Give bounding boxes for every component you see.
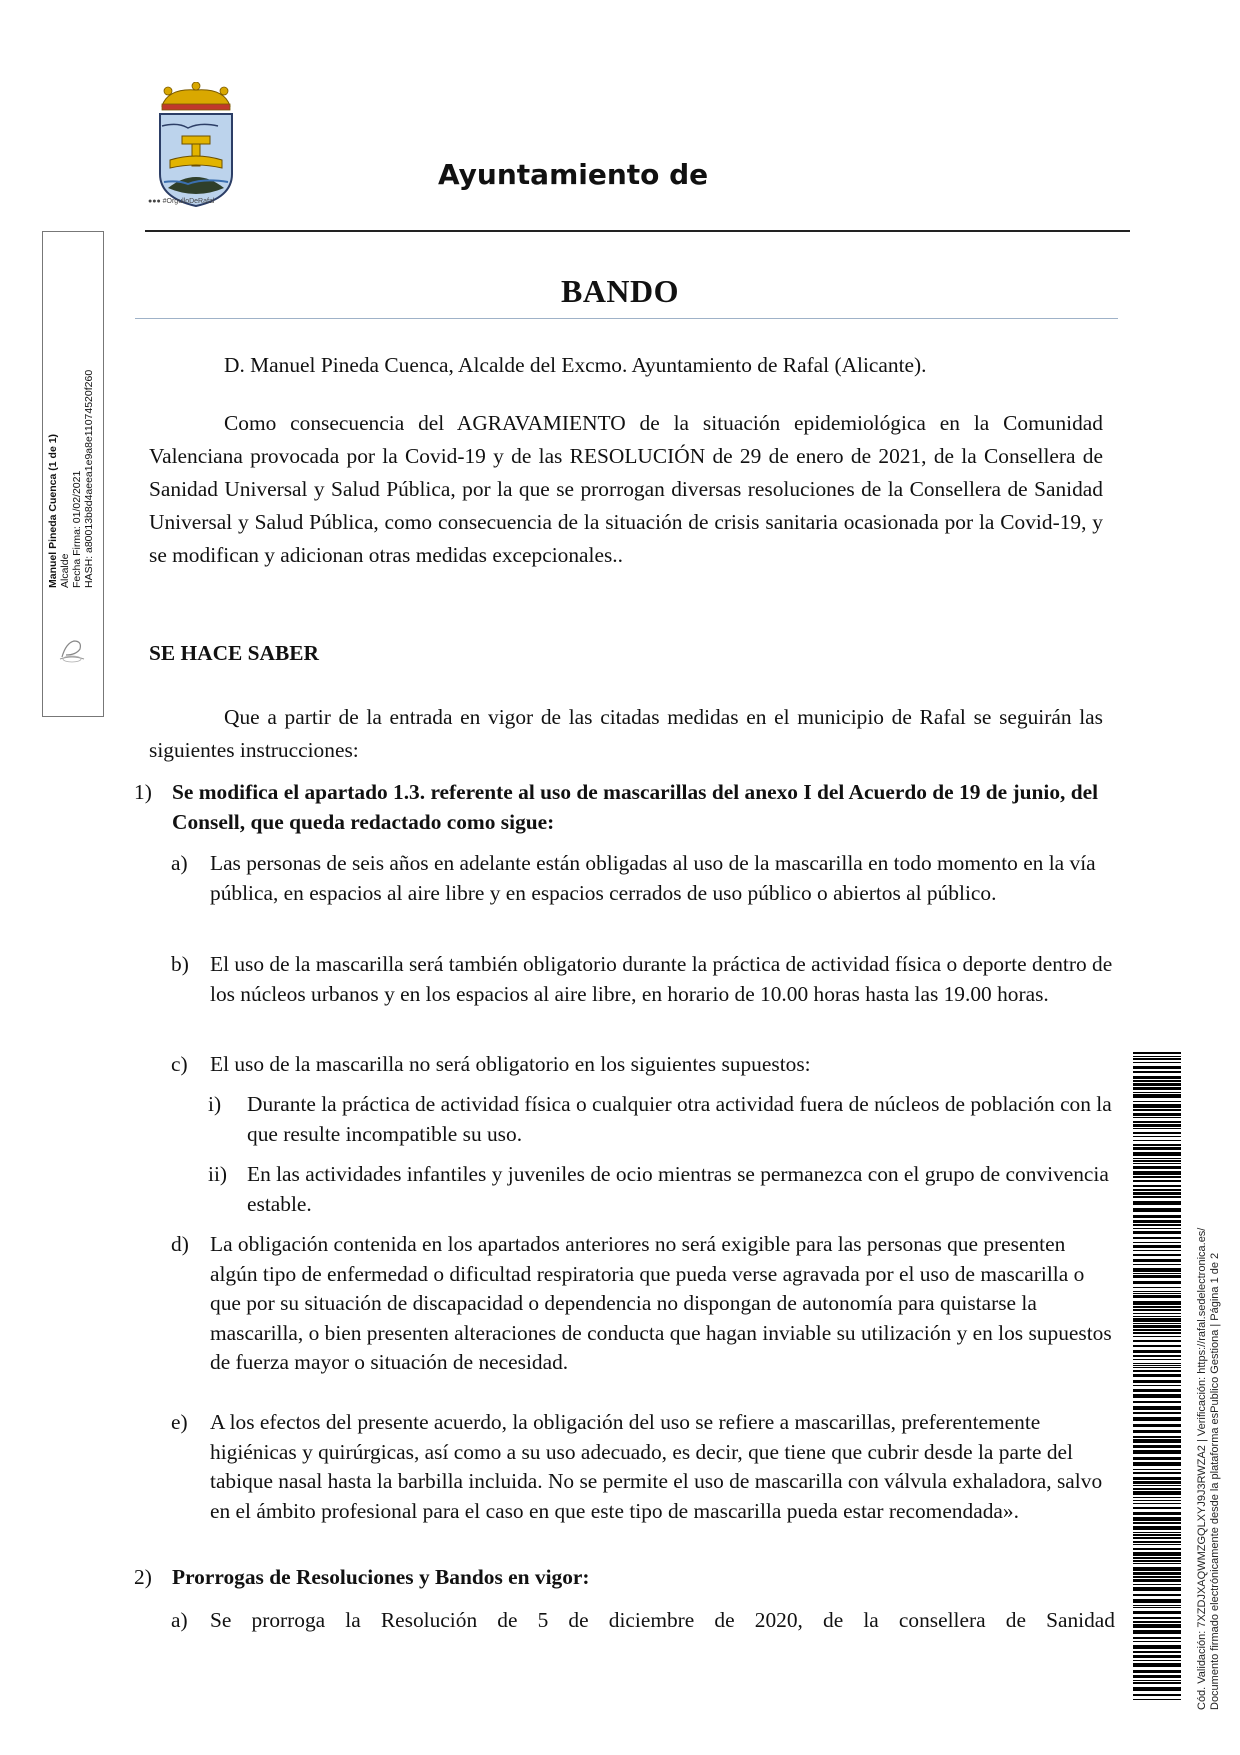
municipal-crest-icon (148, 82, 244, 210)
signature-hash: HASH: a80013b8d4aeea1e9a8e11074520f260 (83, 369, 95, 588)
list-item-text: Las personas de seis años en adelante están obligadas al uso de la mascarilla en todo momento en la vía pública, en espacios al aire libre y en espacios cerrados de uso público o abiertos al público. (210, 851, 1096, 905)
list-item-text: En las actividades infantiles y juveniles de ocio mientras se permanezca con el grupo de convivencia estable. (247, 1162, 1109, 1216)
barcode-icon (1133, 1052, 1181, 1700)
section-heading: SE HACE SABER (149, 641, 319, 665)
intro-line: D. Manuel Pineda Cuenca, Alcalde del Excmo. Ayuntamiento de Rafal (Alicante). (224, 353, 927, 377)
list-item-text: Prorrogas de Resoluciones y Bandos en vigor: (172, 1565, 590, 1589)
signer-role: Alcalde (59, 553, 71, 588)
list-item-text: Durante la práctica de actividad física o cualquier otra actividad fuera de núcleos de población con la que resulte incompatible su uso. (247, 1092, 1112, 1146)
list-marker: b) (171, 952, 189, 976)
verification-platform: Documento firmado electrónicamente desde la plataforma esPublico Gestiona | Página 1 de 2 (1209, 1252, 1221, 1710)
document-title: BANDO (560, 273, 680, 309)
verification-code: Cód. Validación: 7XZDJXAQWMZGQLXYJ9J3RWZA2 | Verificación: https://rafal.sedelectronica.es/ (1196, 1227, 1208, 1710)
signature-text (47, 288, 95, 588)
list-marker: a) (171, 1608, 188, 1632)
header-divider (145, 230, 1130, 232)
list-item-text: Se modifica el apartado 1.3. referente al uso de mascarillas del anexo I del Acuerdo de 19 de junio, del Consell, que queda redactado como sigue: (172, 780, 1099, 834)
list-marker: c) (171, 1052, 188, 1076)
signature-date: Fecha Firma: 01/02/2021 (71, 470, 83, 588)
crest-tagline: ●●● #OrgulloDeRafal (148, 198, 215, 205)
list-item-text: El uso de la mascarilla será también obligatorio durante la práctica de actividad física o deporte dentro de los núcleos urbanos y en los espacios al aire libre, en horario de 10.00 horas hasta las 19.00 horas. (210, 952, 1113, 1006)
list-marker: e) (171, 1410, 188, 1434)
list-marker: i) (208, 1092, 222, 1116)
list-item-text: El uso de la mascarilla no será obligatorio en los siguientes supuestos: (210, 1052, 811, 1076)
signature-seal-icon (56, 633, 88, 665)
list-marker: d) (171, 1232, 189, 1256)
organization-title: Ayuntamiento de (438, 158, 709, 191)
context-paragraph: Como consecuencia del AGRAVAMIENTO de la situación epidemiológica en la Comunidad Valenciana provocada por la Covid-19 y de las RESOLUCIÓN de 29 de enero de 2021, de la Consellera de Sanidad Universal y Salud Pública, por la que se prorrogan diversas resoluciones de la Consellera de Sanidad Universal y Salud Pública, como consecuencia de la situación de crisis sanitaria ocasionada por la Covid-19, y se modifican y adicionan otras medidas excepcionales.. (149, 411, 1103, 567)
list-item-text: La obligación contenida en los apartados anteriores no será exigible para las personas que presenten algún tipo de enfermedad o dificultad respiratoria que pueda verse agravada por el uso de mascarilla o que por su situación de discapacidad o dependencia no dispongan de autonomía para quistarse la mascarilla, o bien presenten alteraciones de conducta que hagan inviable su utilización y en los supuestos de fuerza mayor o situación de necesidad. (210, 1232, 1112, 1374)
list-marker: ii) (208, 1162, 228, 1186)
list-marker: 1) (134, 780, 152, 804)
list-item-text: A los efectos del presente acuerdo, la obligación del uso se refiere a mascarillas, preferentemente higiénicas y quirúrgicas, así como a su uso adecuado, es decir, que tiene que cubrir desde la parte del tabique nasal hasta la barbilla incluida. No se permite el uso de mascarilla con válvula exhaladora, salvo en el ámbito profesional para el caso en que este tipo de mascarilla pueda estar recomendada». (210, 1410, 1103, 1523)
lead-paragraph: Que a partir de la entrada en vigor de las citadas medidas en el municipio de Rafal se seguirán las siguientes instrucciones: (149, 705, 1103, 762)
list-item-text: Se prorroga la Resolución de 5 de diciembre de 2020, de la consellera de Sanidad (210, 1608, 1115, 1632)
signer-name: Manuel Pineda Cuenca (1 de 1) (47, 433, 59, 588)
list-marker: 2) (134, 1565, 152, 1589)
title-divider (135, 318, 1118, 319)
list-marker: a) (171, 851, 188, 875)
verification-text (1196, 1050, 1222, 1710)
